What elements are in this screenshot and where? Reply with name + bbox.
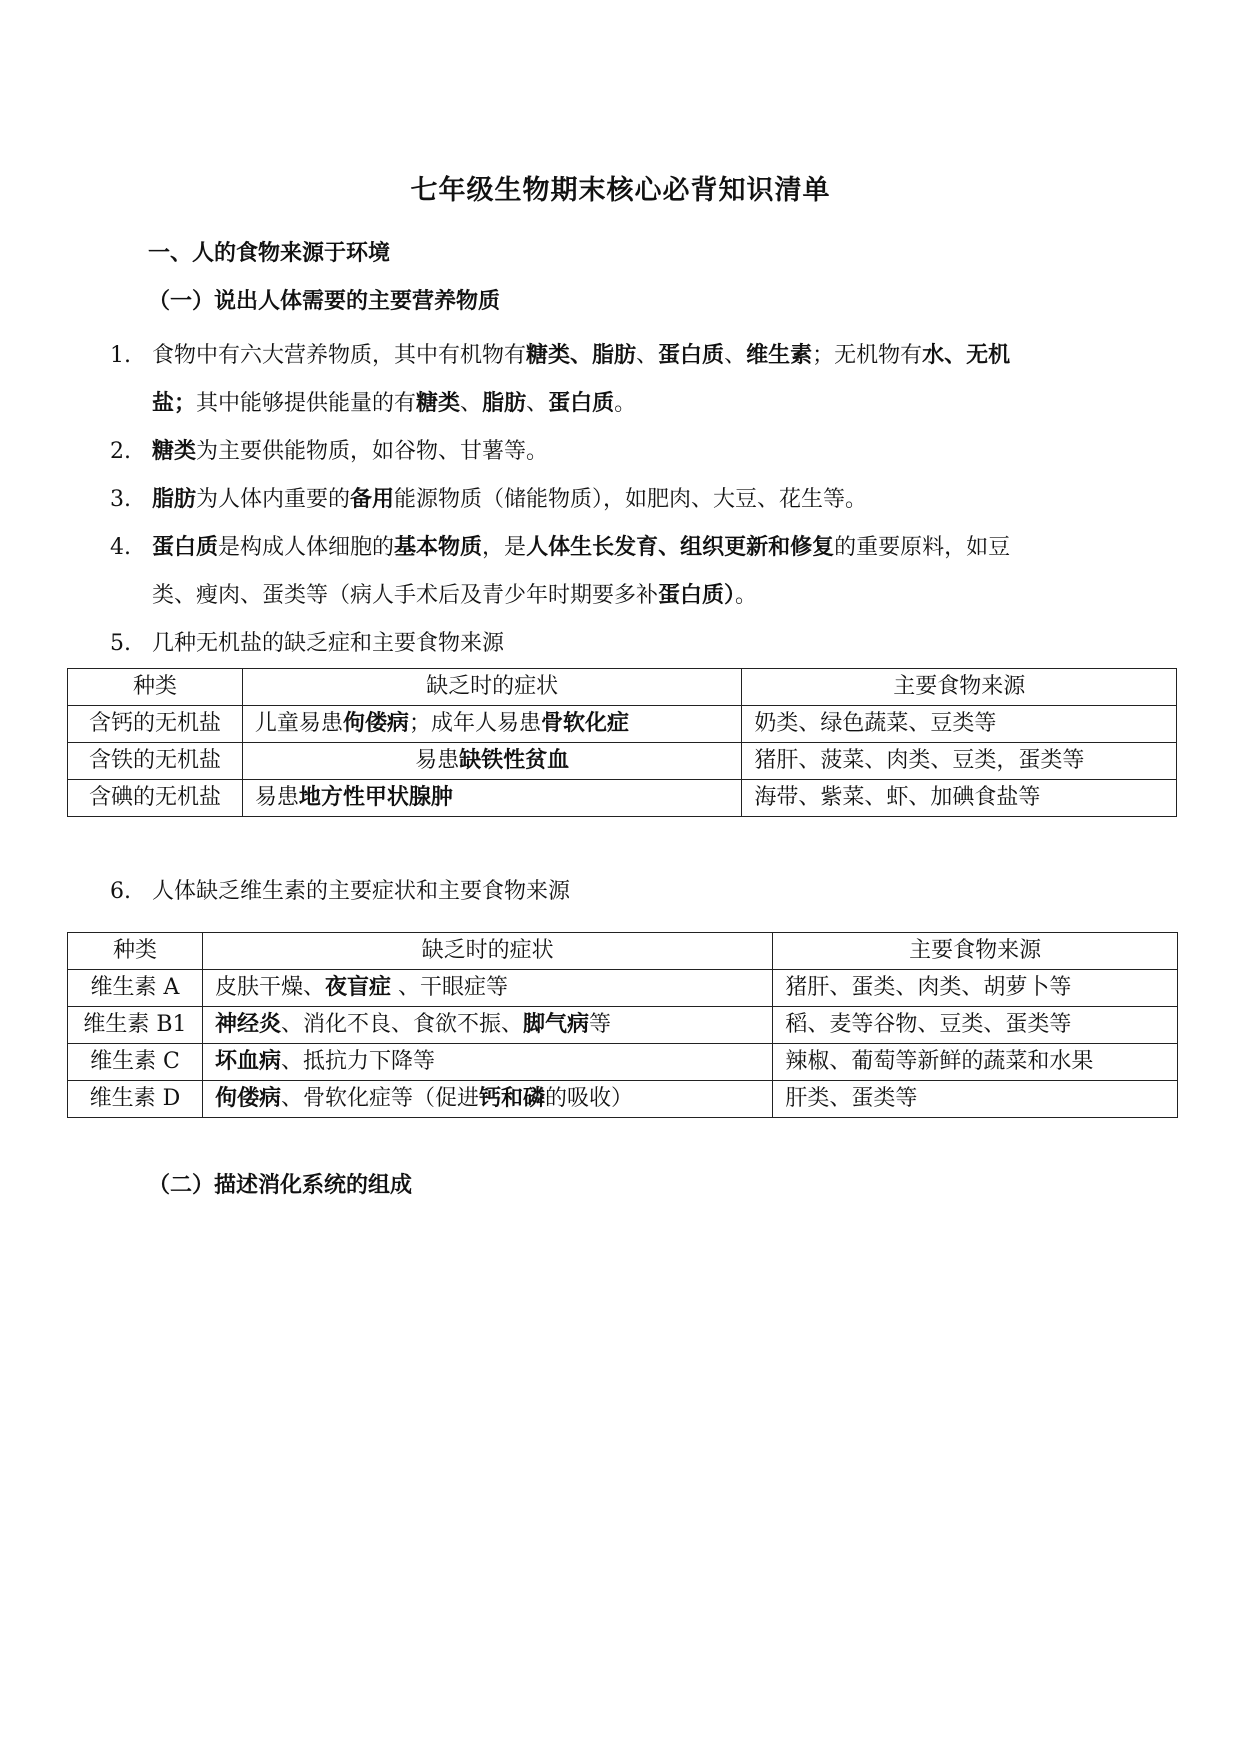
cell-symptom bbox=[202, 1044, 772, 1081]
cell-source: 奶类、绿色蔬菜、豆类等 bbox=[742, 706, 1177, 743]
item-5-number: 5. bbox=[110, 631, 131, 656]
text-run: ；无机物有 bbox=[812, 343, 923, 368]
item-2 bbox=[110, 428, 1140, 476]
table-row bbox=[68, 706, 1177, 743]
bold-text: 基本物质 bbox=[394, 535, 483, 560]
header-kind: 种类 bbox=[68, 933, 203, 970]
bold-text: 骨软化症 bbox=[540, 711, 629, 736]
bold-text: 地方性甲状腺肿 bbox=[298, 785, 453, 810]
cell-symptom bbox=[202, 1081, 772, 1118]
table-header-row bbox=[68, 933, 1178, 970]
subsection-heading-1: （一）说出人体需要的主要营养物质 bbox=[148, 289, 501, 314]
cell-kind: 含铁的无机盐 bbox=[68, 743, 243, 780]
bold-text: 坏血病 bbox=[214, 1049, 281, 1074]
item-2-number: 2. bbox=[110, 439, 131, 464]
bold-text: 维生素 bbox=[746, 343, 813, 368]
cell-source: 肝类、蛋类等 bbox=[773, 1081, 1178, 1118]
item-4-number: 4. bbox=[110, 535, 131, 560]
item-1-line-2-text bbox=[152, 391, 636, 416]
text-run: 儿童易患 bbox=[254, 711, 343, 736]
text-run: 、 bbox=[460, 391, 483, 416]
cell-symptom bbox=[242, 780, 741, 817]
table-row bbox=[68, 743, 1177, 780]
item-2-text bbox=[152, 439, 548, 464]
item-4-line-1 bbox=[110, 524, 1140, 572]
text-run: 、 bbox=[636, 343, 659, 368]
bold-text: 人体生长发育、组织更新和修复 bbox=[526, 535, 835, 560]
item-1 bbox=[110, 284, 1140, 428]
item-1-line-1 bbox=[110, 332, 1140, 380]
cell-kind: 维生素 A bbox=[68, 970, 203, 1007]
table-row bbox=[68, 1044, 1178, 1081]
bold-text: 脂肪 bbox=[482, 391, 527, 416]
item-3-number: 3. bbox=[110, 487, 131, 512]
item-1-line-2 bbox=[110, 380, 1140, 428]
text-run: 是构成人体细胞的 bbox=[218, 535, 395, 560]
cell-source: 辣椒、葡萄等新鲜的蔬菜和水果 bbox=[773, 1044, 1178, 1081]
text-run: 其中能够提供能量的有 bbox=[196, 391, 417, 416]
cell-source: 稻、麦等谷物、豆类、蛋类等 bbox=[773, 1007, 1178, 1044]
cell-source: 猪肝、菠菜、肉类、豆类，蛋类等 bbox=[742, 743, 1177, 780]
item-3 bbox=[110, 476, 1140, 524]
text-run: 。 bbox=[614, 391, 637, 416]
cell-kind: 维生素 D bbox=[68, 1081, 203, 1118]
header-source: 主要食物来源 bbox=[742, 669, 1177, 706]
text-run: 、干眼症等 bbox=[390, 975, 508, 1000]
cell-symptom bbox=[202, 970, 772, 1007]
bold-text: 蛋白质 bbox=[658, 343, 725, 368]
text-run: 、 bbox=[724, 343, 747, 368]
cell-source: 海带、紫菜、虾、加碘食盐等 bbox=[742, 780, 1177, 817]
bold-text: 脂肪 bbox=[152, 487, 197, 512]
text-run: 。 bbox=[735, 583, 758, 608]
bold-text: 佝偻病 bbox=[214, 1086, 281, 1111]
item-6-text: 人体缺乏维生素的主要症状和主要食物来源 bbox=[152, 879, 571, 904]
text-run: 、 bbox=[526, 391, 549, 416]
text-run: 易患 bbox=[254, 785, 299, 810]
text-run: 皮肤干燥、 bbox=[214, 975, 325, 1000]
cell-symptom bbox=[242, 743, 741, 780]
text-run: 的重要原料，如豆 bbox=[834, 535, 1011, 560]
item-4-line-2 bbox=[110, 572, 1140, 620]
bold-text: 糖类、脂肪 bbox=[526, 343, 637, 368]
bold-text: 糖类 bbox=[416, 391, 461, 416]
bold-text: 脚气病 bbox=[522, 1012, 589, 1037]
item-1-line-1-text bbox=[152, 343, 1010, 368]
table-row bbox=[68, 1007, 1178, 1044]
item-4-line-2-text bbox=[152, 583, 757, 608]
cell-kind: 含钙的无机盐 bbox=[68, 706, 243, 743]
bold-text: 盐； bbox=[152, 391, 197, 416]
section-heading-1: 一、人的食物来源于环境 bbox=[148, 241, 391, 266]
bold-text: 夜盲症 bbox=[324, 975, 391, 1000]
table-row bbox=[68, 970, 1178, 1007]
text-run: 、消化不良、食欲不振、 bbox=[280, 1012, 523, 1037]
bold-text: 蛋白质） bbox=[658, 583, 736, 608]
bold-text: 钙和磷 bbox=[478, 1086, 545, 1111]
table-row bbox=[68, 1081, 1178, 1118]
text-run: 类、瘦肉、蛋类等（病人手术后及青少年时期要多补 bbox=[152, 583, 659, 608]
cell-kind: 含碘的无机盐 bbox=[68, 780, 243, 817]
item-4-line-1-text bbox=[152, 535, 1010, 560]
bold-text: 神经炎 bbox=[214, 1012, 281, 1037]
text-run: 为人体内重要的 bbox=[196, 487, 351, 512]
item-6 bbox=[110, 868, 1140, 916]
table-header-row bbox=[68, 669, 1177, 706]
item-5-text: 几种无机盐的缺乏症和主要食物来源 bbox=[152, 631, 505, 656]
bold-text: 水、无机 bbox=[922, 343, 1011, 368]
bold-text: 蛋白质 bbox=[152, 535, 219, 560]
cell-symptom bbox=[242, 706, 741, 743]
text-run: 食物中有六大营养物质，其中有机物有 bbox=[152, 343, 527, 368]
text-run: 等 bbox=[589, 1012, 612, 1037]
header-symptom: 缺乏时的症状 bbox=[242, 669, 741, 706]
bold-text: 糖类 bbox=[152, 439, 197, 464]
header-source: 主要食物来源 bbox=[773, 933, 1178, 970]
vitamins-table bbox=[67, 932, 1178, 1118]
text-run: 、骨软化症等（促进 bbox=[280, 1086, 479, 1111]
table-row bbox=[68, 780, 1177, 817]
text-run: 、抵抗力下降等 bbox=[280, 1049, 435, 1074]
bold-text: 缺铁性贫血 bbox=[459, 748, 570, 773]
cell-kind: 维生素 C bbox=[68, 1044, 203, 1081]
text-run: 为主要供能物质，如谷物、甘薯等。 bbox=[196, 439, 549, 464]
text-run: 能源物质（储能物质），如肥肉、大豆、花生等。 bbox=[394, 487, 868, 512]
text-run: 的吸收） bbox=[545, 1086, 634, 1111]
text-run: ；成年人易患 bbox=[408, 711, 541, 736]
text-run: 易患 bbox=[415, 748, 460, 773]
minerals-table bbox=[67, 668, 1177, 817]
item-3-text bbox=[152, 487, 867, 512]
cell-source: 猪肝、蛋类、肉类、胡萝卜等 bbox=[773, 970, 1178, 1007]
cell-kind: 维生素 B1 bbox=[68, 1007, 203, 1044]
item-5 bbox=[110, 620, 1140, 668]
page-title: 七年级生物期末核心必背知识清单 bbox=[410, 175, 831, 206]
subsection-heading-2: （二）描述消化系统的组成 bbox=[148, 1173, 413, 1198]
bold-text: 备用 bbox=[350, 487, 395, 512]
item-4 bbox=[110, 524, 1140, 620]
item-6-number: 6. bbox=[110, 879, 131, 904]
cell-symptom bbox=[202, 1007, 772, 1044]
header-symptom: 缺乏时的症状 bbox=[202, 933, 772, 970]
header-kind: 种类 bbox=[68, 669, 243, 706]
text-run: ，是 bbox=[482, 535, 527, 560]
bold-text: 蛋白质 bbox=[548, 391, 615, 416]
bold-text: 佝偻病 bbox=[342, 711, 409, 736]
item-1-number: 1. bbox=[110, 343, 131, 368]
